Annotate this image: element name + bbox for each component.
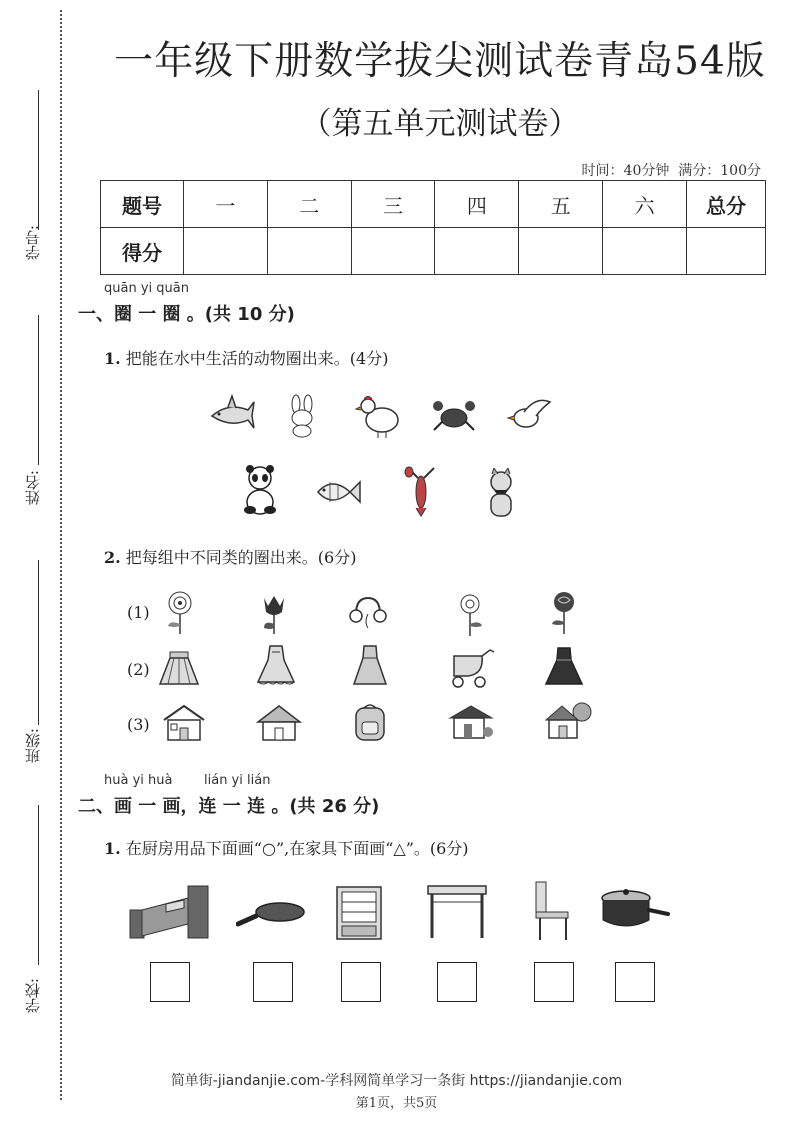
score-header-cell: 四 (435, 181, 519, 228)
question-1-1 (104, 346, 388, 369)
tulip-icon[interactable] (258, 592, 290, 636)
dog-icon[interactable] (482, 468, 520, 518)
name-line (38, 315, 39, 465)
score-row-label: 得分 (101, 228, 184, 275)
group-label-1: (1) (127, 603, 150, 622)
class-label: 班级: (24, 728, 42, 764)
question-text: 把每组中不同类的圈出来。(6分) (125, 548, 357, 567)
section2-pinyin-connect: lián yi lián (204, 773, 271, 788)
section1-title: 一、圈 一 圈 。(共 10 分) (78, 304, 295, 325)
score-header-row (101, 181, 766, 228)
score-header-cell: 二 (267, 181, 351, 228)
hen-icon[interactable] (354, 392, 402, 440)
score-header-cell: 六 (603, 181, 687, 228)
section2-title: 二、画 一 画，连 一 连 。(共 26 分) (78, 796, 380, 817)
answer-box[interactable] (341, 962, 381, 1002)
question-1-2 (104, 545, 356, 568)
question-text: 把能在水中生活的动物圈出来。(4分) (125, 349, 389, 368)
frying-pan-icon[interactable] (236, 898, 308, 932)
section1-pinyin: quān yi quān (104, 281, 189, 296)
house-icon[interactable] (256, 702, 302, 742)
answer-box[interactable] (150, 962, 190, 1002)
student-id-label: 学号: (24, 225, 42, 261)
question-text: 在厨房用品下面画“○”,在家具下面画“△”。(6分) (125, 839, 469, 858)
time-limit: 时间：40分钟 (581, 163, 670, 179)
house-icon[interactable] (544, 700, 594, 742)
shark-icon[interactable] (208, 392, 256, 436)
score-input-cell[interactable] (184, 228, 268, 275)
answer-box[interactable] (253, 962, 293, 1002)
footer-watermark: 简单街-jiandanjie.com-学科网简单学习一条街 https://jiandanjie.com (170, 1073, 623, 1089)
headphones-icon[interactable] (348, 594, 388, 630)
answer-box[interactable] (437, 962, 477, 1002)
student-id-line (38, 90, 39, 230)
score-header-cell: 一 (184, 181, 268, 228)
page-number: 第1页，共5页 (355, 1096, 438, 1111)
binding-dotted-line (60, 10, 62, 1100)
skirt-icon[interactable] (158, 650, 200, 688)
chair-icon[interactable] (532, 880, 574, 942)
answer-box[interactable] (534, 962, 574, 1002)
full-score: 满分：100分 (678, 163, 761, 179)
answer-box[interactable] (615, 962, 655, 1002)
dress-icon[interactable] (350, 642, 390, 688)
rose-icon[interactable] (546, 590, 582, 636)
question-number: 2. (104, 548, 121, 567)
score-input-cell[interactable] (267, 228, 351, 275)
score-header-cell: 三 (351, 181, 435, 228)
table-icon[interactable] (426, 884, 488, 940)
score-input-cell[interactable] (351, 228, 435, 275)
cabinet-icon[interactable] (334, 884, 384, 942)
question-number: 1. (104, 839, 121, 858)
score-header-cell: 总分 (687, 181, 766, 228)
score-header-cell: 五 (519, 181, 603, 228)
fish-icon[interactable] (314, 470, 362, 514)
section2-pinyin-draw: huà yi huà (104, 773, 173, 788)
house-icon[interactable] (160, 702, 208, 742)
exam-meta (582, 160, 761, 180)
group-label-2: (2) (127, 660, 150, 679)
page-subtitle: （第五单元测试卷） (300, 106, 580, 142)
score-input-cell[interactable] (519, 228, 603, 275)
bed-icon[interactable] (126, 884, 212, 942)
dress-icon[interactable] (544, 644, 584, 688)
score-table (100, 180, 766, 275)
score-value-row (101, 228, 766, 275)
score-header-cell: 题号 (101, 181, 184, 228)
stroller-icon[interactable] (448, 646, 498, 690)
bird-icon[interactable] (506, 394, 552, 434)
rabbit-icon[interactable] (282, 394, 322, 438)
name-label: 姓名: (24, 470, 42, 506)
question-2-1 (104, 836, 469, 859)
crab-icon[interactable] (432, 398, 476, 434)
chrysanthemum-icon[interactable] (160, 590, 200, 636)
question-number: 1. (104, 349, 121, 368)
pot-icon[interactable] (600, 886, 670, 936)
score-input-cell[interactable] (603, 228, 687, 275)
dress-icon[interactable] (254, 642, 298, 688)
score-input-cell[interactable] (687, 228, 766, 275)
score-input-cell[interactable] (435, 228, 519, 275)
school-label: 学校: (24, 978, 42, 1014)
page-title: 一年级下册数学拔尖测试卷青岛54版 (114, 39, 766, 84)
class-line (38, 560, 39, 725)
group-label-3: (3) (127, 715, 150, 734)
panda-icon[interactable] (240, 464, 280, 516)
carnation-icon[interactable] (452, 592, 488, 638)
lobster-icon[interactable] (404, 466, 438, 518)
house-icon[interactable] (448, 704, 494, 742)
school-line (38, 805, 39, 965)
backpack-icon[interactable] (352, 702, 388, 742)
